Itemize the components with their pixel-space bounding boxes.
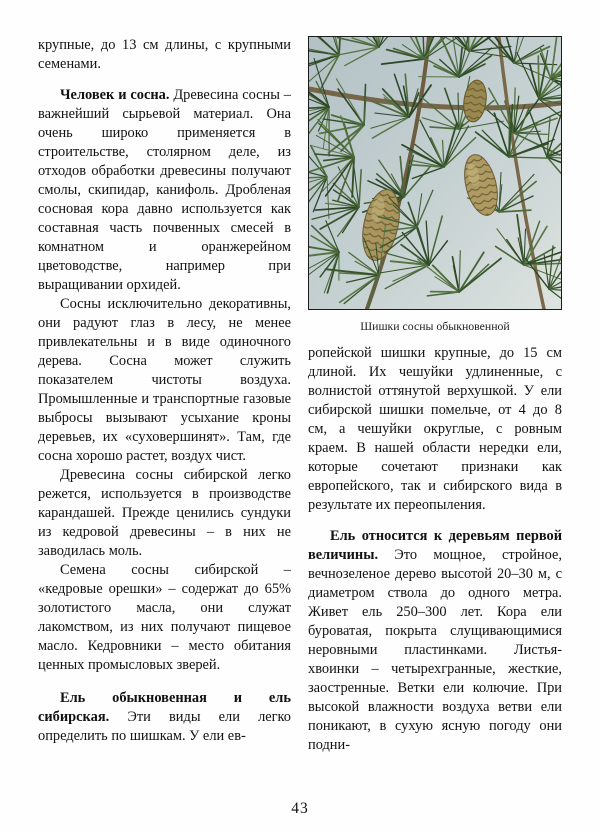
paragraph-siberian-pine-wood: Древесина сосны сибирской легко режется, используется в производстве карандашей. Прежде ценились сундуки из кедровой древесины – в них не заводилась моль. (38, 467, 291, 559)
section-title-spruce-species: Ель обыкновенная и ель сибирская. (38, 690, 291, 725)
section-title-spruce-size: Ель относится к деревьям первой величины. (308, 528, 562, 563)
section-title-man-and-pine: Человек и сосна. (60, 87, 170, 103)
paragraph-pine-seeds: Семена сосны сибирской – «кедровые орешки» – содержат до 65% золотистого масла, они служат лакомством, из них получают пищевое масло. Кедровники – место обитания ценных промысловых зверей. (38, 562, 291, 673)
paragraph-decorative-pines: Сосны исключительно декоративны, они радуют глаз в лесу, не менее привлекательны и в виде одиночного дерева. Сосна может служить показателем чистоты воздуха. Промышленные и транспортные газовые выбросы вызывают усыхание кроны деревьев, их «суховершинят». Там, где сосна хорошо растет, воздух чист. (38, 296, 291, 464)
paragraph-cones-continuation: ропейской шишки крупные, до 15 см длиной. Их чешуйки удлиненные, с волнистой оттянутой верхушкой. У ели сибирской шишки помельче, от 4 до 8 см, а чешуйки округлые, с ровным краем. В нашей области нередки ели, которые сочетают признаки как европейского, так и сибирского вида в результате их переопыления. (308, 345, 562, 513)
section-text-man-and-pine: Древесина сосны – важнейший сырьевой материал. Она очень широко применяется в строительстве, столярном деле, из отходов обработки древесины получают смолы, скипидар, канифоль. Дробленая сосновая кора давно используется как составная часть почвенных смесей в комнатном и оранжерейном цветоводстве, например при выращивании орхидей. (38, 87, 291, 293)
two-column-layout (38, 36, 562, 755)
paragraph-man-and-pine (38, 86, 291, 295)
section-text-spruce-size: Это мощное, стройное, вечнозеленое дерево высотой 20–30 м, с диаметром ствола до одного метра. Живет ель 250–300 лет. Кора ели буроватая, покрыта слущивающимися неровными пластинками. Листья-хвоинки – четырехгранные, жесткие, заостренные. Ветки ели колючие. При высокой влажности воздуха ветви ели поникают, в сухую ясную погоду они подни- (308, 547, 562, 753)
pine-photo-illustration (309, 37, 561, 309)
pine-cones-figure (308, 36, 562, 333)
paragraph-spruce-species (38, 689, 291, 746)
pine-cones-photo (308, 36, 562, 310)
figure-caption: Шишки сосны обыкновенной (360, 319, 510, 333)
section-text-spruce-species: Эти виды ели легко определить по шишкам. У ели ев- (38, 709, 291, 744)
right-column (308, 36, 562, 755)
paragraph-continuation-intro: крупные, до 13 см длины, с крупными семенами. (38, 37, 291, 72)
left-column (38, 36, 291, 755)
page-number: 43 (291, 800, 309, 817)
paragraph-spruce-size (308, 527, 562, 755)
